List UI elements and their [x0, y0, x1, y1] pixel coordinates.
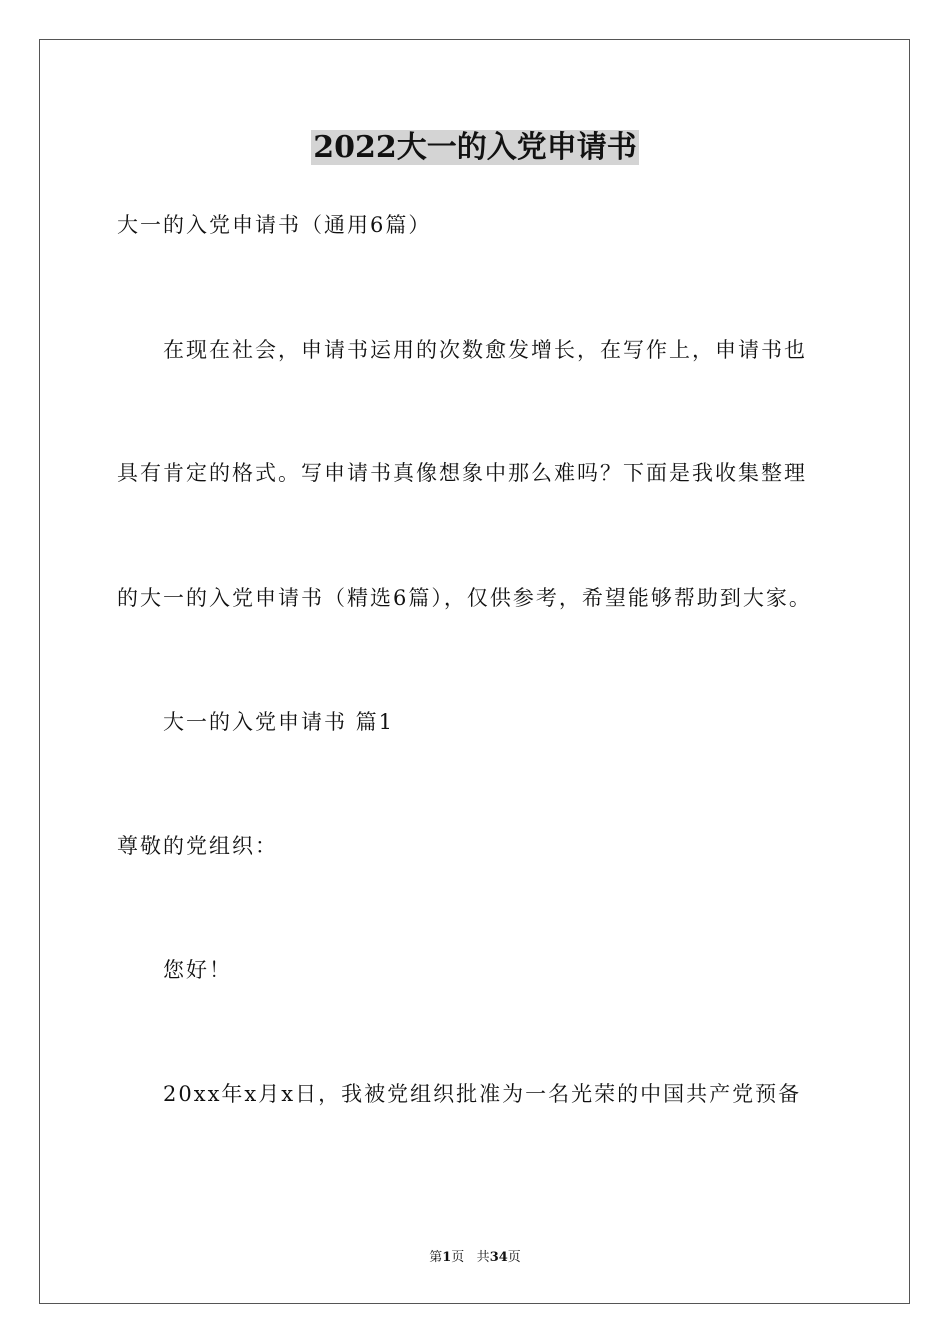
document-subtitle: 大一的入党申请书（通用6篇） [117, 213, 432, 237]
page-prefix: 第 [429, 1250, 443, 1265]
document-title-text: 2022大一的入党申请书 [313, 130, 637, 165]
page-footer [0, 1249, 950, 1267]
section-heading: 大一的入党申请书 篇1 [163, 710, 395, 734]
intro-paragraph-line-2: 具有肯定的格式。写申请书真像想象中那么难吗？下面是我收集整理 [117, 461, 807, 485]
page-suffix: 页 [451, 1250, 465, 1265]
total-suffix: 页 [507, 1250, 521, 1265]
page-number: 1 [442, 1250, 452, 1265]
total-prefix: 共 [476, 1250, 490, 1265]
body-paragraph-line-1: 20xx年x月x日，我被党组织批准为一名光荣的中国共产党预备 [163, 1082, 802, 1106]
greeting: 您好！ [163, 958, 232, 982]
intro-paragraph-line-3: 的大一的入党申请书（精选6篇），仅供参考，希望能够帮助到大家。 [117, 586, 812, 610]
total-pages: 34 [489, 1250, 508, 1265]
salutation: 尊敬的党组织： [117, 834, 278, 858]
document-title [0, 128, 950, 168]
intro-paragraph-line-1: 在现在社会，申请书运用的次数愈发增长，在写作上，申请书也 [163, 338, 807, 362]
